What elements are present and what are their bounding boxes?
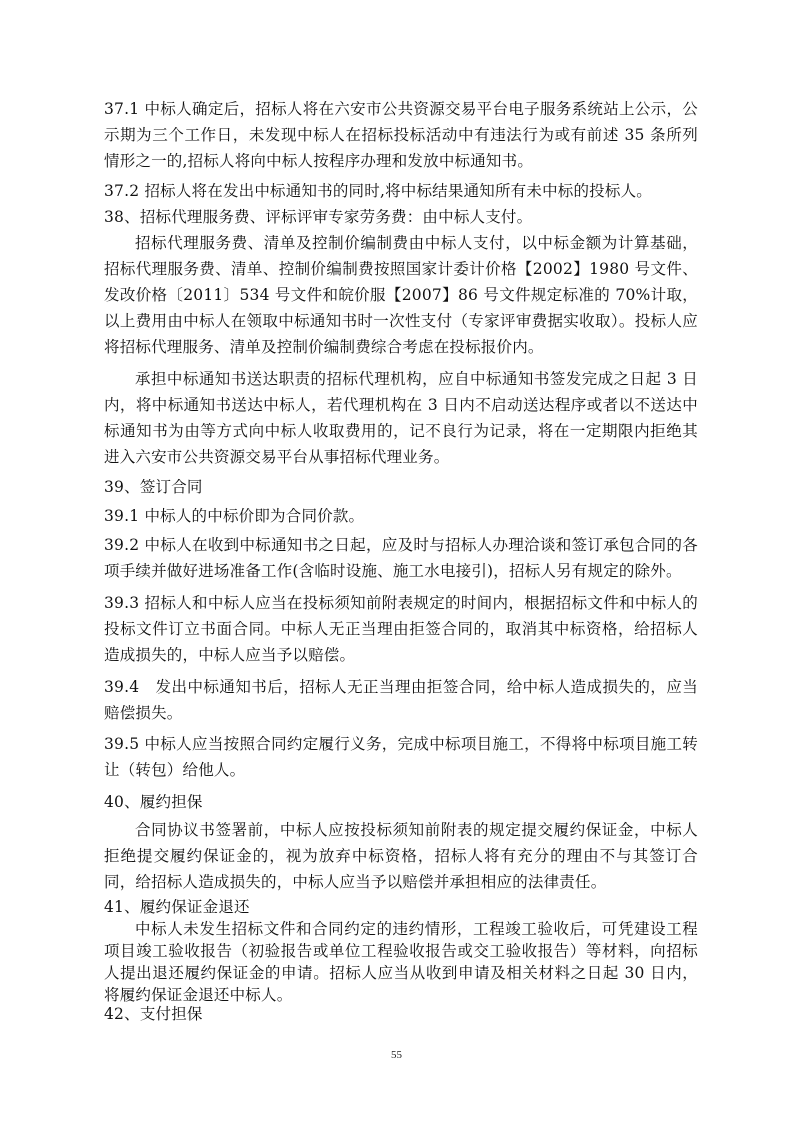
paragraph-agency-fees: 招标代理服务费、清单及控制价编制费由中标人支付，以中标金额为计算基础，招标代理服务费、清单、控制价编制费按照国家计委计价格【2002】1980 号文件、发改价格〔2011〕534 号文件和皖价服【2007】86 号文件规定标准的 70%计取，以上费用由中标人在领取中标通知书时一次性支付（专家评审费据实收取）。投标人应将招标代理服务、清单及控制价编制费综合考虑在投标报价内。	[104, 234, 698, 356]
paragraph-37-1: 37.1 中标人确定后，招标人将在六安市公共资源交易平台电子服务系统站上公示，公示期为三个工作日，未发现中标人在招标投标活动中有违法行为或有前述 35 条所列情形之一的,招标人将向中标人按程序办理和发放中标通知书。	[104, 100, 698, 170]
page-number: 55	[391, 1049, 402, 1061]
paragraph-37-2: 37.2 招标人将在发出中标通知书的同时,将中标结果通知所有未中标的投标人。	[104, 182, 652, 200]
heading-38: 38、招标代理服务费、评标评审专家劳务费：由中标人支付。	[104, 208, 533, 226]
paragraph-39-3: 39.3 招标人和中标人应当在投标须知前附表规定的时间内，根据招标文件和中标人的投标文件订立书面合同。中标人无正当理由拒签合同的，取消其中标资格，给招标人造成损失的，中标人应当予以赔偿。	[104, 594, 698, 664]
heading-39: 39、签订合同	[104, 478, 203, 496]
paragraph-bond-refund: 中标人未发生招标文件和合同约定的违约情形，工程竣工验收后，可凭建设工程项目竣工验收报告（初验报告或单位工程验收报告或交工验收报告）等材料，向招标人提出退还履约保证金的申请。招标人应当从收到申请及相关材料之日起 30 日内，将履约保证金退还中标人。	[104, 920, 698, 1004]
heading-40: 40、履约担保	[104, 793, 203, 811]
heading-41: 41、履约保证金退还	[104, 898, 250, 916]
paragraph-39-2: 39.2 中标人在收到中标通知书之日起，应及时与招标人办理洽谈和签订承包合同的各项手续并做好进场准备工作(含临时设施、施工水电接引)，招标人另有规定的除外。	[104, 536, 698, 580]
paragraph-performance-bond: 合同协议书签署前，中标人应按投标须知前附表的规定提交履约保证金，中标人拒绝提交履约保证金的，视为放弃中标资格，招标人将有充分的理由不与其签订合同，给招标人造成损失的，中标人应当予以赔偿并承担相应的法律责任。	[104, 821, 698, 891]
heading-42: 42、支付担保	[104, 1005, 203, 1023]
paragraph-39-4: 39.4 发出中标通知书后，招标人无正当理由拒签合同，给中标人造成损失的，应当赔偿损失。	[104, 678, 698, 722]
paragraph-39-5: 39.5 中标人应当按照合同约定履行义务，完成中标项目施工，不得将中标项目施工转让（转包）给他人。	[104, 735, 698, 779]
paragraph-notice-delivery: 承担中标通知书送达职责的招标代理机构，应自中标通知书签发完成之日起 3 日内，将中标通知书送达中标人，若代理机构在 3 日内不启动送达程序或者以不送达中标通知书为由等方式向中标人收取费用的，记不良行为记录，将在一定期限内拒绝其进入六安市公共资源交易平台从事招标代理业务。	[104, 370, 698, 466]
paragraph-39-1: 39.1 中标人的中标价即为合同价款。	[104, 507, 365, 525]
